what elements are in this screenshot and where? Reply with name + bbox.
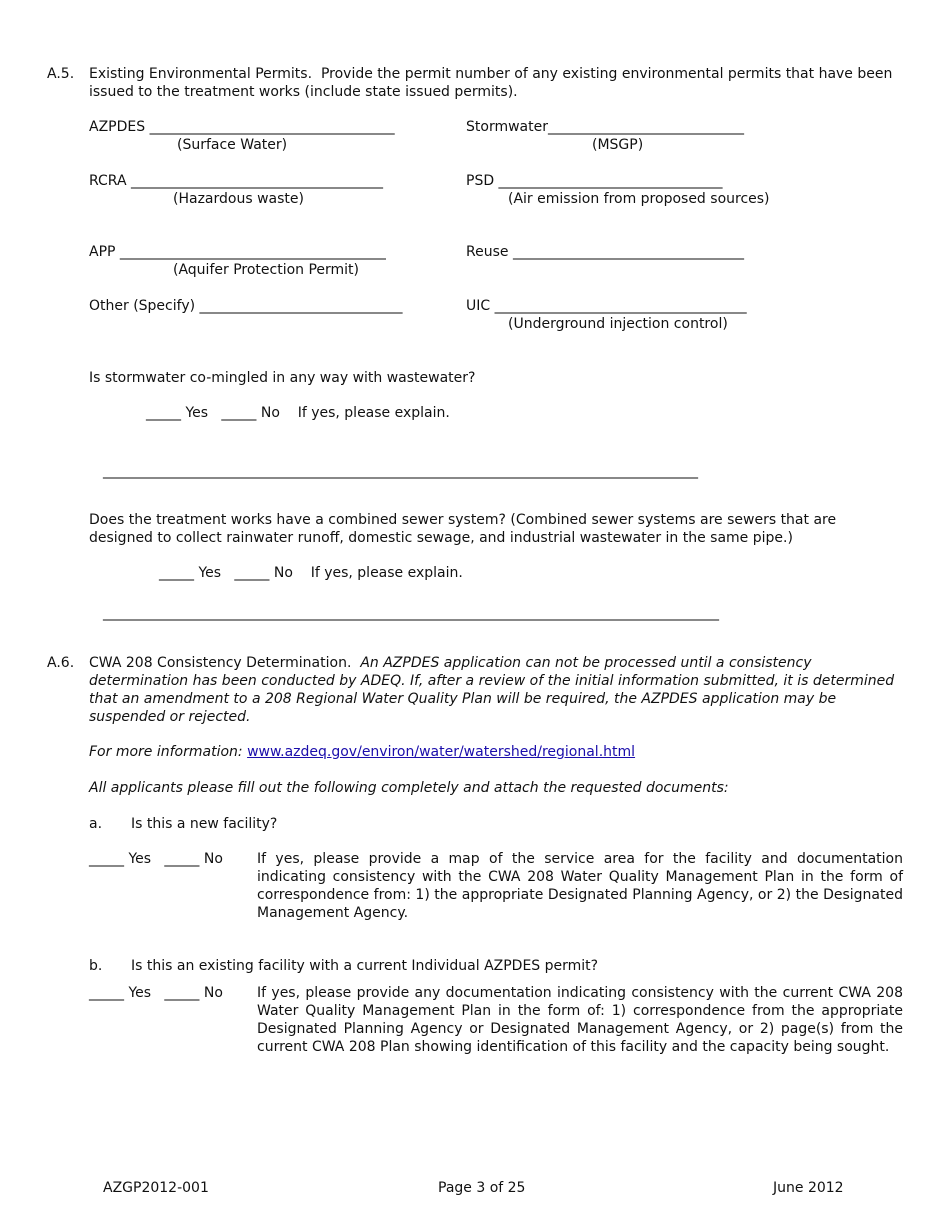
permit-other-field[interactable]: Other (Specify) _____________________________: [89, 298, 403, 314]
permit-rcra-field[interactable]: RCRA ____________________________________: [89, 173, 383, 189]
stormwater-answer[interactable]: _____ Yes _____ No If yes, please explain.: [146, 405, 450, 421]
permit-psd-caption: (Air emission from proposed sources): [508, 191, 770, 207]
question-a-text: Is this a new facility?: [131, 816, 278, 832]
section-a6-number: A.6.: [47, 655, 75, 671]
question-b-text: Is this an existing facility with a current Individual AZPDES permit?: [131, 958, 599, 974]
permit-azpdes-caption: (Surface Water): [177, 137, 288, 153]
permit-rcra-caption: (Hazardous waste): [173, 191, 304, 207]
stormwater-explain-line[interactable]: _____________________________________________________________________________________: [103, 463, 698, 479]
permit-stormwater-caption: (MSGP): [592, 137, 644, 153]
question-b-answer[interactable]: _____ Yes _____ No: [89, 985, 223, 1001]
permit-app-caption: (Aquifer Protection Permit): [173, 262, 360, 278]
section-a5-title: Existing Environmental Permits.: [89, 66, 313, 82]
section-a6-title: CWA 208 Consistency Determination.: [89, 655, 352, 671]
permit-stormwater-field[interactable]: Stormwater____________________________: [466, 119, 744, 135]
footer-date: June 2012: [773, 1180, 844, 1196]
section-a6-warning: An AZPDES application can not be processed until a consistency determination has been conducted by ADEQ. If, after a review of the initial information submitted, it is determined that an amendment to a 208 Regional Water Quality Plan will be required, the AZPDES application may be suspended or rejected.: [89, 655, 895, 725]
section-a5-description: Provide the permit number of any existing environmental permits that have been issued to the treatment works (include state issued permits).: [89, 66, 893, 100]
footer-page-number: Page 3 of 25: [438, 1180, 526, 1196]
permit-reuse-field[interactable]: Reuse _________________________________: [466, 244, 744, 260]
section-a5-intro: [89, 65, 899, 101]
question-b-letter: b.: [89, 958, 103, 974]
all-applicants-instruction: All applicants please fill out the following completely and attach the requested documents:: [89, 780, 729, 796]
question-b-explain: If yes, please provide any documentation indicating consistency with the current CWA 208 Water Quality Management Plan in the form of: 1) correspondence from the appropriate Designated Planning Agency or Designated Management Agency, or 2) page(s) from the current CWA 208 Plan showing identification of this facility and the capacity being sought.: [257, 985, 903, 1055]
combined-sewer-question: Does the treatment works have a combined sewer system? (Combined sewer systems are sewers that are designed to collect rainwater runoff, domestic sewage, and industrial wastewater in the same pipe.): [89, 512, 837, 546]
footer-form-id: AZGP2012-001: [103, 1180, 209, 1196]
permit-uic-caption: (Underground injection control): [508, 316, 728, 332]
more-info-line: [89, 743, 635, 761]
section-a5-number: A.5.: [47, 66, 75, 82]
more-info-label: For more information:: [89, 744, 243, 760]
question-a-explain: If yes, please provide a map of the service area for the facility and documentation indicating consistency with the CWA 208 Water Quality Management Plan in the form of correspondence from: 1) the appropriate Designated Planning Agency, or 2) the Designated Management Agency.: [257, 851, 903, 921]
combined-sewer-answer[interactable]: _____ Yes _____ No If yes, please explain.: [159, 565, 463, 581]
section-a6-intro: [89, 654, 901, 726]
permit-uic-field[interactable]: UIC ____________________________________: [466, 298, 747, 314]
permit-psd-field[interactable]: PSD ________________________________: [466, 173, 723, 189]
regional-plan-link[interactable]: www.azdeq.gov/environ/water/watershed/regional.html: [247, 744, 636, 760]
combined-sewer-explain-line[interactable]: ________________________________________________________________________________________: [103, 605, 719, 621]
question-a-answer[interactable]: _____ Yes _____ No: [89, 851, 223, 867]
question-a-letter: a.: [89, 816, 103, 832]
stormwater-question: Is stormwater co-mingled in any way with wastewater?: [89, 370, 476, 386]
permit-azpdes-field[interactable]: AZPDES ___________________________________: [89, 119, 395, 135]
permit-app-field[interactable]: APP ______________________________________: [89, 244, 386, 260]
